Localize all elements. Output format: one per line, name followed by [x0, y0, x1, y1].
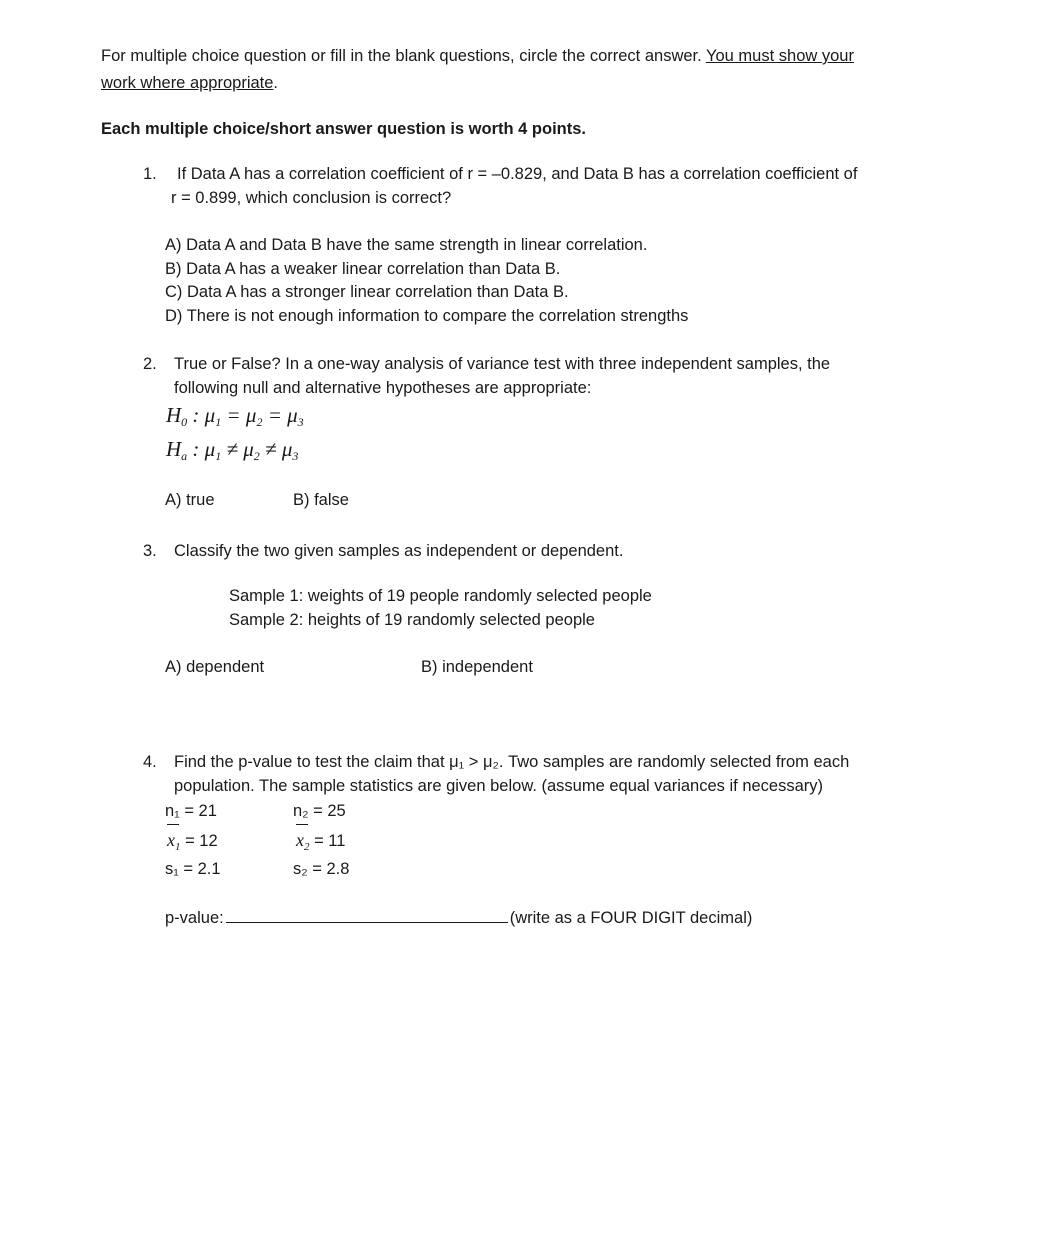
q2-text-line-1: True or False? In a one-way analysis of variance test with three independent samples, the — [174, 355, 831, 373]
q4-text-line-2: population. The sample statistics are given below. (assume equal variances if necessary) — [174, 777, 824, 795]
pvalue-note: (write as a FOUR DIGIT decimal) — [509, 909, 753, 927]
q4-n1: n₁ = 21 — [165, 802, 217, 820]
q4-x2-mean — [296, 828, 345, 859]
q4-x1-mean — [167, 828, 218, 859]
instructions-line-2 — [101, 71, 278, 95]
q1-option-a[interactable]: A) Data A and Data B have the same strength in linear correlation. — [165, 236, 648, 254]
q4-s1: s₁ = 2.1 — [165, 860, 221, 878]
q4-number: 4. — [143, 753, 157, 771]
x2-bar-symbol: $x_2$ — [296, 828, 310, 859]
x1-bar-symbol: $x_1$ — [167, 828, 181, 859]
x1-value: = 12 — [180, 832, 218, 850]
ha-subscript: a — [181, 449, 188, 463]
q3-option-a[interactable]: A) dependent — [165, 658, 265, 676]
q3-sample-2: Sample 2: heights of 19 randomly selected people — [229, 611, 595, 629]
q4-s2: s₂ = 2.8 — [293, 860, 350, 878]
q3-number: 3. — [143, 542, 157, 560]
q2-text-line-2: following null and alternative hypotheses are appropriate: — [174, 379, 592, 397]
q4-n2: n₂ = 25 — [293, 802, 346, 820]
q2-null-hypothesis: $H_0$ : $\mu_1 = \mu_2 = \mu_3$ — [166, 403, 304, 429]
instructions-underlined-1: You must show your — [706, 47, 854, 65]
q2-option-a[interactable]: A) true — [165, 491, 215, 509]
q3-text: Classify the two given samples as independent or dependent. — [174, 542, 624, 560]
pvalue-label: p-value: — [165, 909, 224, 927]
q2-option-b[interactable]: B) false — [293, 491, 349, 509]
q3-sample-1: Sample 1: weights of 19 people randomly selected people — [229, 587, 652, 605]
h0-symbol: H — [166, 403, 182, 427]
instructions-line-1 — [101, 44, 854, 68]
q1-number: 1. — [143, 165, 157, 183]
q4-text-line-1: Find the p-value to test the claim that μ₁ > μ₂. Two samples are randomly selected from each — [174, 753, 850, 771]
q2-alternative-hypothesis: $H_a$ : $\mu_1 \ne \mu_2 \ne \mu_3$ — [166, 437, 299, 463]
pvalue-answer-blank[interactable] — [226, 905, 508, 923]
q1-option-b[interactable]: B) Data A has a weaker linear correlation than Data B. — [165, 260, 561, 278]
instructions-text: For multiple choice question or fill in the blank questions, circle the correct answer. — [101, 47, 706, 65]
x2-value: = 11 — [309, 832, 346, 850]
q3-option-b[interactable]: B) independent — [421, 658, 533, 676]
q4-pvalue-line — [165, 905, 752, 930]
q1-option-c[interactable]: C) Data A has a stronger linear correlation than Data B. — [165, 283, 569, 301]
q1-text-line-2: r = 0.899, which conclusion is correct? — [171, 189, 452, 207]
instructions-underlined-2: work where appropriate — [101, 74, 274, 92]
q1-option-d[interactable]: D) There is not enough information to compare the correlation strengths — [165, 307, 689, 325]
q1-text-line-1: If Data A has a correlation coefficient of r = –0.829, and Data B has a correlation coefficient of — [177, 165, 858, 183]
ha-symbol: H — [166, 437, 182, 461]
instructions-period: . — [273, 74, 279, 92]
q2-number: 2. — [143, 355, 157, 373]
h0-subscript: 0 — [181, 415, 188, 429]
points-note: Each multiple choice/short answer question is worth 4 points. — [101, 120, 587, 138]
